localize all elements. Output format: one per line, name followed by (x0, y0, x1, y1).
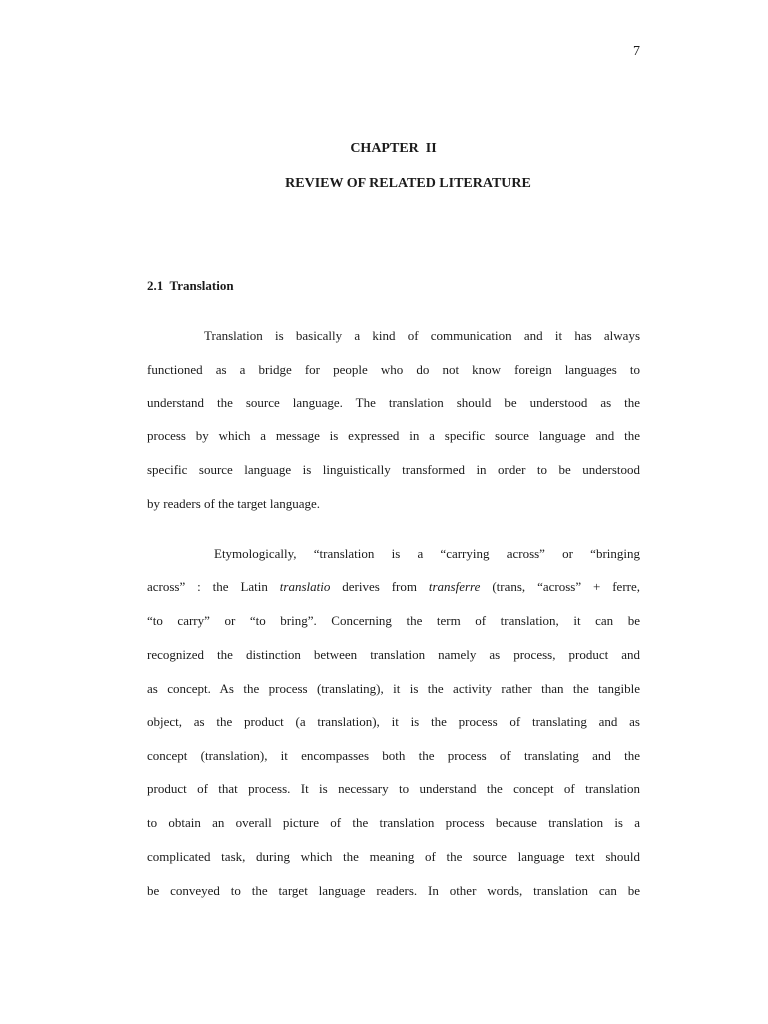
text-run: derives from (330, 579, 429, 594)
italic-term: translatio (279, 579, 331, 594)
paragraph-line: be conveyed to the target language readers. In other words, translation can be (147, 883, 640, 898)
paragraph-line: specific source language is linguistically transformed in order to be understood (147, 462, 640, 477)
text-run: (trans, “across” + ferre, (480, 579, 641, 594)
paragraph-line: Etymologically, “translation is a “carrying across” or “bringing (214, 546, 640, 561)
paragraph-line: recognized the distinction between translation namely as process, product and (147, 647, 640, 662)
text-run: across” : the Latin (147, 579, 280, 594)
paragraph-line: object, as the product (a translation), it is the process of translating and as (147, 714, 640, 729)
chapter-title: REVIEW OF RELATED LITERATURE (285, 176, 531, 191)
paragraph-line: product of that process. It is necessary to understand the concept of translation (147, 781, 640, 796)
paragraph-line: to obtain an overall picture of the translation process because translation is a (147, 815, 640, 830)
paragraph-line: by readers of the target language. (147, 496, 321, 511)
paragraph-line: as concept. As the process (translating), it is the activity rather than the tangible (147, 681, 640, 696)
paragraph-line: functioned as a bridge for people who do not know foreign languages to (147, 362, 640, 377)
paragraph-line: Translation is basically a kind of communication and it has always (204, 328, 640, 343)
paragraph-line: “to carry” or “to bring”. Concerning the term of translation, it can be (147, 613, 640, 628)
italic-term: transferre (428, 579, 481, 594)
paragraph-line: complicated task, during which the meaning of the source language text should (147, 849, 640, 864)
page-number: 7 (633, 44, 640, 59)
paragraph-line: process by which a message is expressed in a specific source language and the (147, 428, 640, 443)
paragraph-line: understand the source language. The translation should be understood as the (147, 395, 640, 410)
paragraph-line (147, 578, 640, 596)
chapter-heading: CHAPTER II (350, 141, 437, 156)
section-heading: 2.1 Translation (147, 278, 234, 293)
paragraph-line: concept (translation), it encompasses both the process of translating and the (147, 748, 640, 763)
